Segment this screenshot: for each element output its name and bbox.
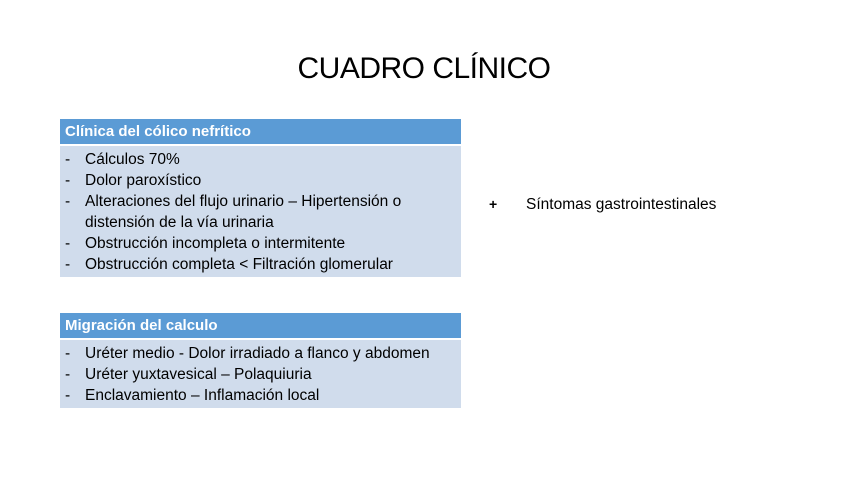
list-item: - Uréter medio - Dolor irradiado a flanco y abdomen — [65, 343, 455, 364]
clinical-box-body — [60, 146, 461, 277]
list-item: - Dolor paroxístico — [65, 170, 455, 191]
migration-box-body — [60, 340, 461, 408]
list-item: - Uréter yuxtavesical – Polaquiuria — [65, 364, 455, 385]
list-item: - Enclavamiento – Inflamación local — [65, 385, 455, 406]
slide-title: CUADRO CLÍNICO — [297, 52, 551, 85]
list-item: - Obstrucción incompleta o intermitente — [65, 233, 455, 254]
gastro-symptoms-text: Síntomas gastrointestinales — [526, 196, 717, 213]
migration-list — [65, 343, 455, 406]
migration-box-header: Migración del calculo — [60, 313, 461, 338]
clinical-list — [65, 149, 455, 275]
clinical-box-header: Clínica del cólico nefrítico — [60, 119, 461, 144]
migration-box — [60, 313, 461, 408]
clinical-box — [60, 119, 461, 277]
list-item: - Alteraciones del flujo urinario – Hipertensión o distensión de la vía urinaria — [65, 191, 455, 233]
list-item: - Obstrucción completa < Filtración glomerular — [65, 254, 455, 275]
list-item: - Cálculos 70% — [65, 149, 455, 170]
plus-icon: + — [489, 196, 498, 212]
